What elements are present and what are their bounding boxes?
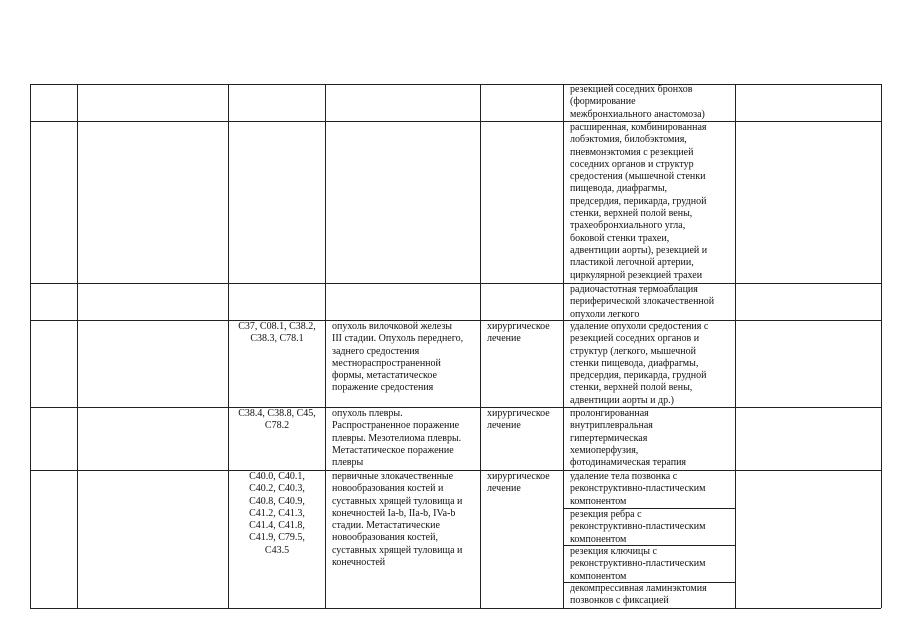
table-border-right xyxy=(881,84,882,608)
table-row-3-method: радиочастотная термоаблация периферической злокачественной опухоли легкого xyxy=(570,284,715,320)
table-row-6-codes: C40.0, C40.1, C40.2, C40.3, C40.8, C40.9, C41.2, C41.3, C41.4, C41.8, C41.9, C79.5, C43.5 xyxy=(249,471,305,556)
table-row-4-diagnosis: опухоль вилочковой железы III стадии. Опухоль переднего, заднего средостения местнораспространенной формы, метастатическое поражение средостения xyxy=(332,321,464,394)
table-border-left xyxy=(30,84,31,608)
table-row-6-method-1: удаление тела позвонка с реконструктивно-пластическим компонентом xyxy=(570,471,706,507)
column-divider-2 xyxy=(228,84,229,608)
table-row-4-treatment: хирургическое лечение xyxy=(487,321,550,345)
column-divider-6 xyxy=(735,84,736,608)
table-row-2-method: расширенная, комбинированная лобэктомия, билобэктомия, пневмонэктомия с резекцией соседних органов и структур средостения (мышечной стенки пищевода, диафрагмы, предсердия, перикарда, грудной стенки, верхней полой вены, трахеобронхиального угла, боковой стенки трахеи, адвентиции аорты), резекцией и пластикой легочной артерии, циркулярной резекцией трахеи xyxy=(570,122,708,281)
table-row-5-treatment: хирургическое лечение xyxy=(487,408,550,432)
table-row-4-codes: C37, C08.1, C38.2, C38.3, C78.1 xyxy=(238,321,316,345)
column-divider-5 xyxy=(563,84,564,608)
column-divider-3 xyxy=(325,84,326,608)
table-row-1-method: резекцией соседних бронхов (формирование межбронхиального анастомоза) xyxy=(570,84,705,120)
table-row-6-method-4: декомпрессивная ламинэктомия позвонков с фиксацией xyxy=(570,583,707,607)
table-row-5-method: пролонгированная внутриплевральная гипертермическая хемиоперфузия, фотодинамическая терапия xyxy=(570,408,687,469)
table-row-6-treatment: хирургическое лечение xyxy=(487,471,550,495)
row-divider-2 xyxy=(30,283,881,284)
table-row-6-diagnosis: первичные злокачественные новообразования костей и суставных хрящей туловища и конечностей Ia-b, IIa-b, IVa-b стадии. Метастатические новообразования костей, суставных хрящей туловища и конечностей xyxy=(332,471,463,569)
table-row-5-diagnosis: опухоль плевры. Распространенное поражение плевры. Мезотелиома плевры. Метастатическое поражение плевры xyxy=(332,408,462,469)
table-row-6-method-2: резекция ребра с реконструктивно-пластическим компонентом xyxy=(570,509,706,545)
table-border-top xyxy=(30,84,881,85)
table-row-4-method: удаление опухоли средостения с резекцией соседних органов и структур (легкого, мышечной стенки пищевода, диафрагмы, предсердия, перикарда, грудной стенки, верхней полой вены, адвентиции аорты и др.) xyxy=(570,321,709,406)
column-divider-4 xyxy=(480,84,481,608)
table-border-bottom xyxy=(30,608,881,609)
row-divider-1 xyxy=(30,121,881,122)
column-divider-1 xyxy=(77,84,78,608)
table-row-5-codes: C38.4, C38.8, C45, C78.2 xyxy=(238,408,316,432)
table-row-6-method-3: резекция ключицы с реконструктивно-пластическим компонентом xyxy=(570,546,706,582)
